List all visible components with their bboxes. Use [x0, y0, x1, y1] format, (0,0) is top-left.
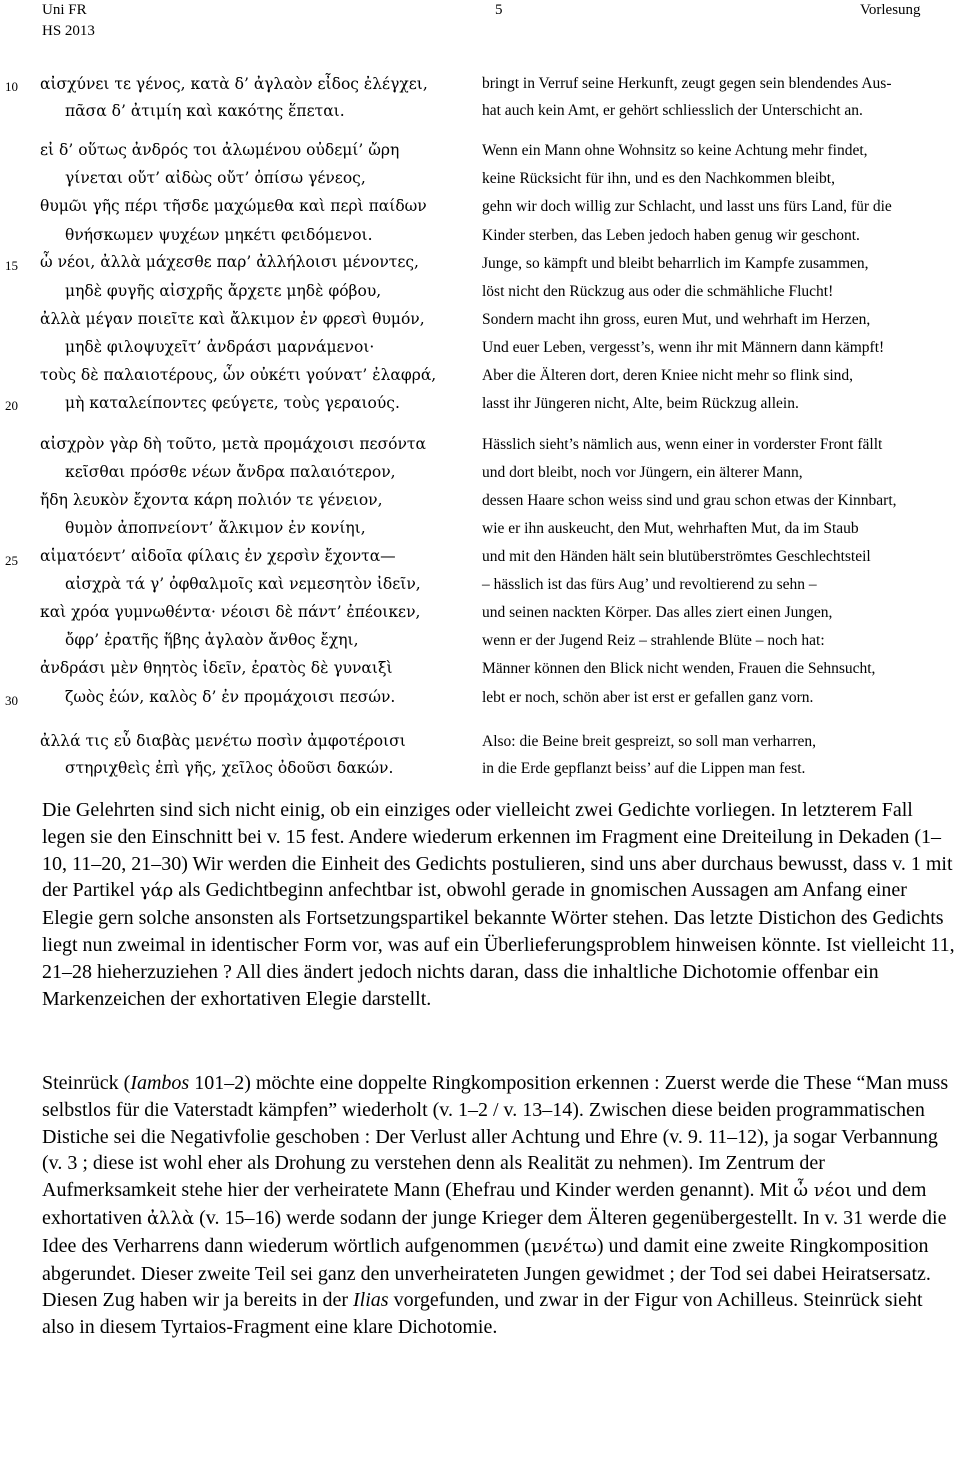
greek-verse: γίνεται οὔτ’ αἰδὼς οὔτ’ ὀπίσω γένεος, [65, 169, 366, 187]
german-verse: gehn wir doch willig zur Schlacht, und lasst uns fürs Land, für die [482, 198, 892, 215]
para2-text-6: vorgefunden, und zwar in der Figur von Achilleus. Steinrück sieht also in diesem Tyrtaios-Fragment eine klare Dichotomie. [42, 1289, 923, 1339]
greek-verse: στηριχθεὶς ἐπὶ γῆς, χεῖλος ὀδοῦσι δακών. [65, 759, 394, 777]
greek-verse: εἰ δ’ οὕτως ἀνδρός τοι ἀλωμένου οὐδεμί’ ὤρη [40, 141, 400, 159]
german-verse: löst nicht den Rückzug aus oder die schmähliche Flucht! [482, 283, 834, 300]
german-verse: Hässlich sieht’s nämlich aus, wenn einer in vorderster Front fällt [482, 436, 883, 453]
greek-verse: μὴ καταλείποντες φεύγετε, τοὺς γεραιούς. [65, 394, 400, 412]
para2-text-4: (v. 15–16) werde sodann der junge Krieger dem Älteren gegenübergestellt. In v. 31 werde die Idee des Verharrens dann wiederum wörtlich aufgenommen ( [42, 1206, 947, 1257]
greek-verse: ἀνδράσι μὲν θηητὸς ἰδεῖν, ἐρατὸς δὲ γυναιξὶ [40, 659, 393, 677]
german-verse: und seinen nackten Körper. Das alles ziert einen Jungen, [482, 604, 833, 621]
commentary-paragraph-2 [42, 1070, 958, 1341]
para2-text-1: Steinrück ( [42, 1072, 131, 1094]
greek-verse: θυμῶι γῆς πέρι τῆσδε μαχώμεθα καὶ περὶ παίδων [40, 197, 427, 215]
greek-verse: καὶ χρόα γυμνωθέντα· νέοισι δὲ πάντ’ ἐπέοικεν, [40, 603, 421, 621]
german-verse: bringt in Verruf seine Herkunft, zeugt gegen sein blendendes Aus- [482, 75, 892, 92]
greek-quote-3: μενέτω [530, 1235, 597, 1257]
greek-verse: μηδὲ φυγῆς αἰσχρῆς ἄρχετε μηδὲ φόβου, [65, 282, 382, 300]
header-left-line2: HS 2013 [42, 23, 95, 39]
greek-verse: πᾶσα δ’ ἀτιμίη καὶ κακότης ἕπεται. [65, 102, 345, 120]
greek-verse: ἤδη λευκὸν ἔχοντα κάρη πολιόν τε γένειον, [40, 491, 383, 509]
german-verse: – hässlich ist das fürs Aug’ und revoltierend zu sehn – [482, 576, 817, 593]
greek-verse: μηδὲ φιλοψυχεῖτ’ ἀνδράσι μαρνάμενοι· [65, 338, 375, 356]
greek-verse: αἰσχρὸν γὰρ δὴ τοῦτο, μετὰ προμάχοισι πεσόντα [40, 435, 426, 453]
ilias-title: Ilias [353, 1289, 389, 1312]
line-number: 30 [5, 693, 18, 708]
commentary-paragraph-1 [42, 797, 958, 1012]
german-verse: und mit den Händen hält sein blutüberströmtes Geschlechtsteil [482, 548, 871, 565]
greek-particle: γάρ [139, 880, 174, 902]
greek-verse: ζωὸς ἐών, καλὸς δ’ ἐν προμάχοισι πεσών. [65, 688, 396, 706]
line-number: 10 [5, 79, 18, 94]
greek-verse: θυμὸν ἀποπνείοντ’ ἄλκιμον ἐν κονίηι, [65, 519, 366, 537]
german-verse: Aber die Älteren dort, deren Kniee nicht mehr so flink sind, [482, 367, 854, 384]
german-verse: in die Erde gepflanzt beiss’ auf die Lippen man fest. [482, 760, 806, 777]
greek-verse: ἀλλὰ μέγαν ποιεῖτε καὶ ἄλκιμον ἐν φρεσὶ θυμόν, [40, 310, 425, 328]
greek-verse: αἰσχύνει τε γένος, κατὰ δ’ ἀγλαὸν εἶδος ἐλέγχει, [40, 75, 428, 93]
para2-text-2: 101–2) möchte eine doppelte Ringkomposition erkennen : Zuerst werde die These “Man muss selbstlos für die Vaterstadt kämpfen” wiederholt (v. 1–2 / v. 13–14). Zwischen diese beiden programmatischen Distiche sei die Negativfolie geschoben : Der Verlust aller Achtung und Ehre (v. 9. 11–12), ja sogar Verbannung (v. 3 ; diese ist wohl eher als Drohung zu verstehen denn als Realität zu nehmen). Im Zentrum der Aufmerksamkeit stehe hier der verheiratete Mann (Ehefrau und Kinder werden genannt). Mit [42, 1072, 949, 1202]
greek-quote-1: ὦ νέοι [793, 1180, 852, 1202]
german-verse: dessen Haare schon weiss sind und grau schon etwas der Kinnbart, [482, 492, 897, 509]
greek-quote-2: ἀλλὰ [146, 1207, 195, 1229]
german-verse: Wenn ein Mann ohne Wohnsitz so keine Achtung mehr findet, [482, 142, 868, 159]
greek-verse: ὄφρ’ ἐρατῆς ἥβης ἀγλαὸν ἄνθος ἔχηι, [65, 631, 359, 649]
german-verse: Und euer Leben, vergesst’s, wenn ihr mit Männern dann kämpft! [482, 339, 885, 356]
german-verse: lebt er noch, schön aber ist erst er gefallen ganz vorn. [482, 689, 814, 706]
german-verse: Sondern macht ihn gross, euren Mut, und wehrhaft im Herzen, [482, 311, 871, 328]
german-verse: Männer können den Blick nicht wenden, Frauen die Sehnsucht, [482, 660, 876, 677]
german-verse: wenn er der Jugend Reiz – strahlende Blüte – noch hat: [482, 632, 825, 649]
german-verse: keine Rücksicht für ihn, und es den Nachkommen bleibt, [482, 170, 835, 187]
german-verse: Kinder sterben, das Leben jedoch haben genug wir geschont. [482, 227, 860, 244]
greek-verse: ἀλλά τις εὖ διαβὰς μενέτω ποσὶν ἀμφοτέροισι [40, 732, 406, 750]
page-number: 5 [495, 2, 503, 18]
german-verse: hat auch kein Amt, er gehört schliesslich der Unterschicht an. [482, 102, 863, 119]
para2-text-5: ) und damit eine zweite Ringkomposition abgerundet. Dieser zweite Teil sei ganz den unverheirateten Jungen gewidmet ; der Tod sei dabei Heiratsersatz. Diesen Zug haben wir ja bereits in der [42, 1234, 931, 1312]
german-verse: wie er ihn auskeucht, den Mut, wehrhaften Mut, da im Staub [482, 520, 859, 537]
para2-text-3: und dem exhortativen [42, 1179, 927, 1229]
german-verse: lasst ihr Jüngeren nicht, Alte, beim Rückzug allein. [482, 395, 799, 412]
iambos-title: Iambos [130, 1072, 190, 1094]
header-right: Vorlesung [860, 2, 921, 18]
line-number: 15 [5, 258, 18, 273]
greek-verse: ὦ νέοι, ἀλλὰ μάχεσθε παρ’ ἀλλήλοισι μένοντες, [40, 253, 419, 271]
german-verse: Junge, so kämpft und bleibt beharrlich im Kampfe zusammen, [482, 255, 869, 272]
greek-verse: αἰσχρὰ τά γ’ ὀφθαλμοῖς καὶ νεμεσητὸν ἰδεῖν, [65, 575, 421, 593]
line-number: 25 [5, 553, 18, 568]
para1-text-1: Die Gelehrten sind sich nicht einig, ob ein einziges oder vielleicht zwei Gedichte vorliegen. In letzterem Fall legen sie den Einschnitt bei v. 15 fest. Andere wiederum erkennen im Fragment eine Dreiteilung in Dekaden (1–10, 11–20, 21–30) Wir werden die Einheit des Gedichts postulieren, sind uns aber durchaus bewusst, dass v. 1 mit der Partikel [42, 799, 953, 902]
greek-verse: αἱματόεντ’ αἰδοῖα φίλαις ἐν χερσὶν ἔχοντα— [40, 547, 396, 565]
greek-verse: κεῖσθαι πρόσθε νέων ἄνδρα παλαιότερον, [65, 463, 396, 481]
german-verse: und dort bleibt, noch vor Jüngern, ein älterer Mann, [482, 464, 803, 481]
line-number: 20 [5, 398, 18, 413]
para1-text-2: als Gedichtbeginn anfechtbar ist, obwohl gerade in gnomischen Aussagen am Anfang einer Elegie gern solche ansonsten als Fortsetzungspartikel bekannte Wörter stehen. Das letzte Distichon des Gedichts liegt nun zweimal in identischer Form vor, was auf ein Überlieferungsproblem hinweisen könnte. Ist vielleicht 11, 21–28 hieherzuziehen ? All dies ändert jedoch nichts daran, dass die inhaltliche Dichotomie offenbar ein Markenzeichen der exhortativen Elegie darstellt. [42, 879, 955, 1010]
greek-verse: τοὺς δὲ παλαιοτέρους, ὧν οὐκέτι γούνατ’ ἐλαφρά, [40, 366, 437, 384]
greek-verse: θνήσκωμεν ψυχέων μηκέτι φειδόμενοι. [65, 226, 373, 244]
header-left-line1: Uni FR [42, 2, 87, 18]
german-verse: Also: die Beine breit gespreizt, so soll man verharren, [482, 733, 817, 750]
